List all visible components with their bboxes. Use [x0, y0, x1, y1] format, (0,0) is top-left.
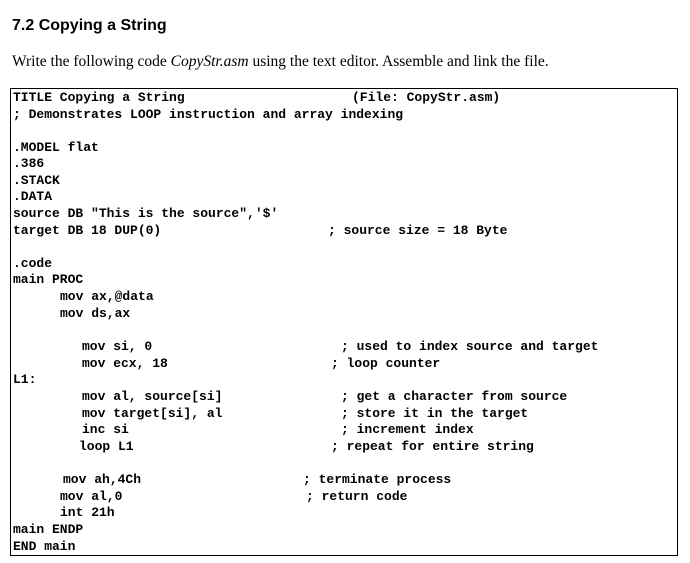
intro-paragraph	[12, 53, 549, 71]
code-mov-al-comment: ; get a character from source	[341, 389, 568, 404]
intro-filename: CopyStr.asm	[170, 53, 249, 70]
code-title-comment: (File: CopyStr.asm)	[352, 90, 501, 105]
code-model-directive: .MODEL flat	[13, 140, 99, 155]
code-mov-ecx: mov ecx, 18	[82, 356, 168, 371]
code-int-21h: int 21h	[60, 505, 115, 520]
code-data-directive: .DATA	[13, 189, 53, 204]
code-mov-si-comment: ; used to index source and target	[341, 339, 599, 354]
code-main-endp: main ENDP	[13, 522, 84, 537]
code-cpu-directive: .386	[13, 156, 45, 171]
code-code-directive: .code	[13, 256, 53, 271]
code-mov-ax-data: mov ax,@data	[60, 289, 154, 304]
code-stack-directive: .STACK	[13, 173, 60, 188]
section-title: 7.2 Copying a String	[12, 17, 167, 34]
code-mov-target: mov target[si], al	[82, 406, 223, 421]
code-description: ; Demonstrates LOOP instruction and array indexing	[13, 107, 404, 122]
code-loop-comment: ; repeat for entire string	[331, 439, 534, 454]
code-target-decl: target DB 18 DUP(0)	[13, 223, 162, 238]
code-label-l1: L1:	[13, 372, 37, 387]
code-inc-si: inc si	[82, 422, 129, 437]
intro-text-after: using the text editor. Assemble and link the file.	[248, 53, 549, 70]
code-mov-ds-ax: mov ds,ax	[60, 306, 131, 321]
code-mov-al-0-comment: ; return code	[306, 489, 408, 504]
code-source-decl: source DB "This is the source",'$'	[13, 206, 279, 221]
code-target-comment: ; source size = 18 Byte	[328, 223, 508, 238]
code-loop-l1: loop L1	[79, 439, 134, 454]
code-inc-si-comment: ; increment index	[341, 422, 474, 437]
code-end-main: END main	[13, 539, 76, 554]
code-listing	[10, 88, 678, 556]
code-mov-al-0: mov al,0	[60, 489, 123, 504]
code-mov-al-source: mov al, source[si]	[82, 389, 223, 404]
code-mov-target-comment: ; store it in the target	[341, 406, 529, 421]
code-main-proc: main PROC	[13, 272, 84, 287]
code-title: TITLE Copying a String	[13, 90, 185, 105]
code-mov-ah: mov ah,4Ch	[63, 472, 142, 487]
code-mov-ecx-comment: ; loop counter	[331, 356, 441, 371]
code-mov-ah-comment: ; terminate process	[303, 472, 452, 487]
code-mov-si-0: mov si, 0	[82, 339, 153, 354]
intro-text-before: Write the following code	[12, 53, 171, 70]
